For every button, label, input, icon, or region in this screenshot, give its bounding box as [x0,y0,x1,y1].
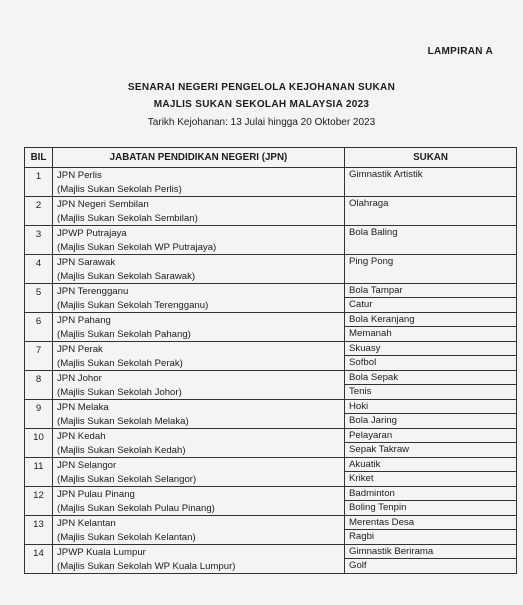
jpn-name: JPN Pahang [57,315,111,326]
row-number: 9 [25,400,53,429]
table-row [25,429,517,458]
jpn-name: JPWP Putrajaya [57,228,127,239]
row-number: 6 [25,313,53,342]
row-number: 1 [25,168,53,197]
row-number: 8 [25,371,53,400]
table-row [25,458,517,487]
majlis-name: (Majlis Sukan Sekolah Kedah) [57,444,186,456]
sport-item: Catur [349,298,373,310]
jpn-name: JPN Perlis [57,170,102,181]
row-number: 5 [25,284,53,313]
table-row [25,226,517,255]
table-row [25,197,517,226]
header-bil: BIL [25,148,53,168]
jpn-name: JPN Terengganu [57,286,129,297]
table-header-row [25,148,517,168]
sukan-cell [345,255,517,284]
table-row [25,313,517,342]
jpn-cell [53,516,345,545]
sport-item: Bola Sepak [345,371,516,385]
sport-item: Kriket [349,472,374,484]
sport-item: Badminton [345,487,516,501]
sport-item: Bola Baling [349,227,398,238]
sport-item: Hoki [345,400,516,414]
majlis-name: (Majlis Sukan Sekolah Sembilan) [57,212,198,224]
jpn-cell [53,371,345,400]
appendix-label: LAMPIRAN A [427,46,493,57]
header-sukan: SUKAN [345,148,517,168]
sport-item: Skuasy [345,342,516,356]
majlis-name: (Majlis Sukan Sekolah Perlis) [57,183,182,195]
table-row [25,284,517,313]
sukan-cell [345,313,517,342]
majlis-name: (Majlis Sukan Sekolah Perak) [57,357,183,369]
sukan-cell [345,458,517,487]
majlis-name: (Majlis Sukan Sekolah Selangor) [57,473,197,485]
sukan-cell [345,487,517,516]
table-row [25,487,517,516]
sukan-cell [345,226,517,255]
row-number: 12 [25,487,53,516]
sport-item: Sofbol [349,356,377,368]
table-row [25,400,517,429]
table-row [25,371,517,400]
majlis-name: (Majlis Sukan Sekolah Kelantan) [57,531,196,543]
sport-item: Gimnastik Berirama [345,545,516,559]
sukan-cell [345,284,517,313]
jpn-cell [53,342,345,371]
row-number: 14 [25,545,53,574]
sport-item: Sepak Takraw [349,443,410,455]
jpn-cell [53,400,345,429]
table-row [25,516,517,545]
sport-item: Boling Tenpin [349,501,407,513]
majlis-name: (Majlis Sukan Sekolah Melaka) [57,415,189,427]
sukan-cell [345,168,517,197]
jpn-cell [53,197,345,226]
sport-item: Bola Tampar [345,284,516,298]
sport-item: Olahraga [349,198,389,209]
jpn-name: JPN Kelantan [57,518,116,529]
sukan-cell [345,197,517,226]
jpn-cell [53,226,345,255]
jpn-cell [53,545,345,574]
sukan-cell [345,545,517,574]
header-jpn: JABATAN PENDIDIKAN NEGERI (JPN) [53,148,345,168]
sukan-cell [345,429,517,458]
jpn-cell [53,255,345,284]
document-subtitle: MAJLIS SUKAN SEKOLAH MALAYSIA 2023 [153,99,370,110]
majlis-name: (Majlis Sukan Sekolah Pulau Pinang) [57,502,215,514]
row-number: 7 [25,342,53,371]
majlis-name: (Majlis Sukan Sekolah Sarawak) [57,270,196,282]
sport-item: Ping Pong [349,256,394,267]
jpn-name: JPN Johor [57,373,102,384]
sport-item: Tenis [349,385,372,397]
row-number: 11 [25,458,53,487]
jpn-name: JPN Pulau Pinang [57,489,135,500]
jpn-cell [53,487,345,516]
jpn-cell [53,429,345,458]
jpn-cell [53,313,345,342]
row-number: 2 [25,197,53,226]
jpn-cell [53,284,345,313]
sukan-cell [345,400,517,429]
row-number: 4 [25,255,53,284]
sport-item: Pelayaran [345,429,516,443]
jpn-name: JPN Negeri Sembilan [57,199,149,210]
sukan-cell [345,371,517,400]
table-row [25,545,517,574]
host-states-table [24,147,517,574]
jpn-cell [53,168,345,197]
sport-item: Ragbi [349,530,375,542]
majlis-name: (Majlis Sukan Sekolah Terengganu) [57,299,209,311]
sukan-cell [345,342,517,371]
row-number: 13 [25,516,53,545]
jpn-name: JPN Melaka [57,402,109,413]
tournament-date: Tarikh Kejohanan: 13 Julai hingga 20 Oktober 2023 [147,117,376,128]
sport-item: Bola Keranjang [345,313,516,327]
jpn-name: JPN Perak [57,344,103,355]
majlis-name: (Majlis Sukan Sekolah WP Putrajaya) [57,241,217,253]
jpn-name: JPWP Kuala Lumpur [57,547,146,558]
table-row [25,168,517,197]
jpn-name: JPN Selangor [57,460,117,471]
sport-item: Memanah [349,327,392,339]
jpn-name: JPN Sarawak [57,257,116,268]
majlis-name: (Majlis Sukan Sekolah WP Kuala Lumpur) [57,560,236,572]
majlis-name: (Majlis Sukan Sekolah Johor) [57,386,182,398]
document-title: SENARAI NEGERI PENGELOLA KEJOHANAN SUKAN [127,82,396,93]
sport-item: Akuatik [345,458,516,472]
sukan-cell [345,516,517,545]
sport-item: Bola Jaring [349,414,397,426]
sport-item: Gimnastik Artistik [349,169,423,180]
sport-item: Golf [349,559,367,571]
row-number: 10 [25,429,53,458]
table-row [25,255,517,284]
jpn-name: JPN Kedah [57,431,106,442]
majlis-name: (Majlis Sukan Sekolah Pahang) [57,328,191,340]
jpn-cell [53,458,345,487]
sport-item: Merentas Desa [345,516,516,530]
row-number: 3 [25,226,53,255]
table-row [25,342,517,371]
